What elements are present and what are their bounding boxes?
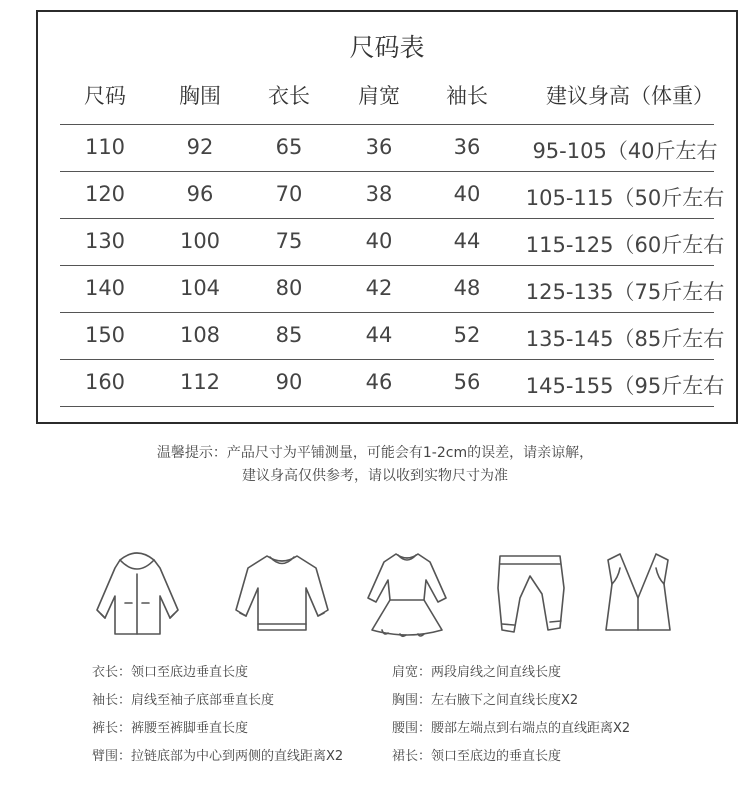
legend-item: [92, 661, 248, 680]
cell-shoulder: 38: [365, 182, 393, 206]
legend-text: 领口至底边垂直长度: [131, 665, 249, 680]
hooded-jacket-icon: [90, 548, 185, 640]
table-row: [60, 124, 718, 171]
legend-key: 肩宽：: [392, 665, 432, 680]
cell-size: 110: [84, 135, 126, 159]
cell-height-weight: 95-105（40斤左右: [532, 139, 718, 163]
legend-item: [392, 661, 561, 680]
cell-sleeve: 40: [453, 182, 481, 206]
cell-height-weight: 115-125（60斤左右: [525, 233, 725, 257]
cell-size: 120: [84, 182, 126, 206]
header-chest: 胸围: [179, 84, 221, 108]
legend-key: 衣长：: [92, 665, 132, 680]
cell-length: 80: [275, 276, 303, 300]
legend-key: 腰围：: [392, 721, 432, 736]
legend-item: [92, 745, 343, 764]
legend-key: 臂围：: [92, 749, 132, 764]
legend-key: 袖长：: [92, 693, 132, 708]
cell-chest: 96: [186, 182, 214, 206]
table-body: [60, 124, 725, 407]
cell-sleeve: 36: [453, 135, 481, 159]
legend-item: [92, 689, 274, 708]
cell-sleeve: 52: [453, 323, 481, 347]
cell-height-weight: 135-145（85斤左右: [525, 327, 725, 351]
legend-text: 肩线至袖子底部垂直长度: [131, 693, 275, 708]
cell-size: 160: [84, 370, 126, 394]
legend-text: 腰部左端点到右端点的直线距离X2: [431, 721, 631, 736]
cell-chest: 112: [179, 370, 221, 394]
pants-icon: [490, 548, 570, 640]
cell-length: 70: [275, 182, 303, 206]
legend-text: 裤腰至裤脚垂直长度: [131, 721, 249, 736]
cell-sleeve: 56: [453, 370, 481, 394]
notice-line-2: 建议身高仅供参考，请以收到实物尺寸为准: [242, 468, 508, 484]
cell-shoulder: 46: [365, 370, 393, 394]
legend-text: 两段肩线之间直线长度: [431, 665, 562, 680]
cell-shoulder: 42: [365, 276, 393, 300]
notice-line-1: 温馨提示：产品尺寸为平铺测量，可能会有1-2cm的误差，请亲谅解，: [156, 445, 594, 461]
cell-height-weight: 125-135（75斤左右: [525, 280, 725, 304]
cell-length: 65: [275, 135, 303, 159]
cell-sleeve: 44: [453, 229, 481, 253]
legend-key: 胸围：: [392, 693, 432, 708]
cell-size: 140: [84, 276, 126, 300]
cell-length: 90: [275, 370, 303, 394]
garment-icons: [90, 548, 690, 643]
legend-item: [392, 745, 561, 764]
header-shoulder: 肩宽: [358, 84, 400, 108]
legend-key: 裤长：: [92, 721, 132, 736]
legend-key: 裙长：: [392, 749, 432, 764]
table-header: [38, 80, 736, 120]
table-row: [60, 312, 725, 359]
cell-shoulder: 40: [365, 229, 393, 253]
header-size: 尺码: [84, 84, 126, 108]
legend-item: [392, 689, 578, 708]
legend-item: [92, 717, 248, 736]
cell-size: 150: [84, 323, 126, 347]
header-sleeve: 袖长: [446, 84, 488, 108]
cell-size: 130: [84, 229, 126, 253]
cell-shoulder: 36: [365, 135, 393, 159]
cell-sleeve: 48: [453, 276, 481, 300]
legend-text: 领口至底边的垂直长度: [431, 749, 562, 764]
size-chart-title: 尺码表: [349, 33, 425, 62]
cell-chest: 104: [179, 276, 221, 300]
size-chart-box: [36, 10, 738, 424]
cell-height-weight: 145-155（95斤左右: [525, 374, 725, 398]
table-row: [60, 171, 725, 218]
cell-chest: 100: [179, 229, 221, 253]
legend-text: 左右腋下之间直线长度X2: [431, 693, 579, 708]
cell-chest: 92: [186, 135, 214, 159]
table-row: [60, 265, 725, 312]
table-row: [60, 359, 725, 407]
sweatshirt-icon: [232, 548, 332, 638]
legend-text: 拉链底部为中心到两侧的直线距离X2: [131, 749, 344, 764]
vest-icon: [598, 548, 678, 638]
legend-item: [392, 717, 630, 736]
cell-length: 75: [275, 229, 303, 253]
cell-height-weight: 105-115（50斤左右: [525, 186, 725, 210]
header-length: 衣长: [268, 84, 310, 108]
header-height-weight: 建议身高（体重）: [546, 84, 714, 108]
table-row: [60, 218, 725, 265]
cell-chest: 108: [179, 323, 221, 347]
dress-icon: [362, 548, 452, 640]
cell-length: 85: [275, 323, 303, 347]
cell-shoulder: 44: [365, 323, 393, 347]
